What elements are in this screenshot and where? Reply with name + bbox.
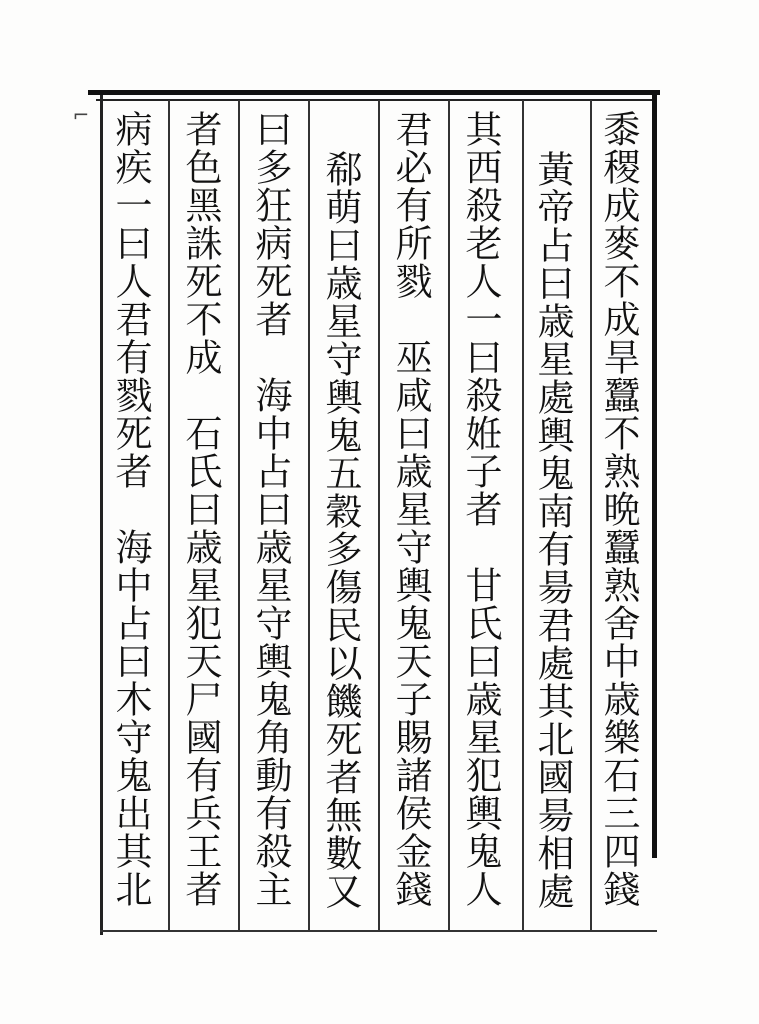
- frame-top-inner-border: [96, 99, 654, 101]
- frame-right-border: [652, 92, 657, 858]
- text-column-6: 曰多狂病死者 海中占曰歳星守輿鬼角動有殺主: [249, 110, 292, 908]
- column-rule: [378, 100, 380, 930]
- text-column-5: 郗萌曰歳星守輿鬼五穀多傷民以饑死者無數又: [319, 150, 362, 910]
- text-column-3: 其西殺老人一曰殺姙子者 甘氏曰歳星犯輿鬼人: [459, 110, 502, 908]
- column-rule: [308, 100, 310, 930]
- text-column-2: 黃帝占曰歳星處輿鬼南有昜君處其北國昜相處: [531, 150, 574, 910]
- text-column-4: 君必有所戮 巫咸曰歳星守輿鬼天子賜諸侯金錢: [389, 110, 432, 908]
- frame-top-border: [88, 90, 660, 95]
- text-column-7: 者色黑誅死不成 石氏曰歳星犯天尸國有兵王者: [179, 110, 222, 908]
- column-rule: [238, 100, 240, 930]
- column-rule: [522, 100, 524, 930]
- column-rule: [590, 100, 592, 930]
- column-rule: [448, 100, 450, 930]
- frame-bottom-border: [100, 930, 657, 932]
- text-column-1: 黍稷成麥不成旱蠶不熟晩蠶熟舍中歳樂石三四錢: [597, 110, 640, 908]
- column-rule: [168, 100, 170, 930]
- text-column-8: 病疾一曰人君有戮死者 海中占曰木守鬼出其北: [109, 110, 152, 908]
- margin-mark: ⌐: [69, 103, 93, 127]
- margin-column: [65, 95, 101, 935]
